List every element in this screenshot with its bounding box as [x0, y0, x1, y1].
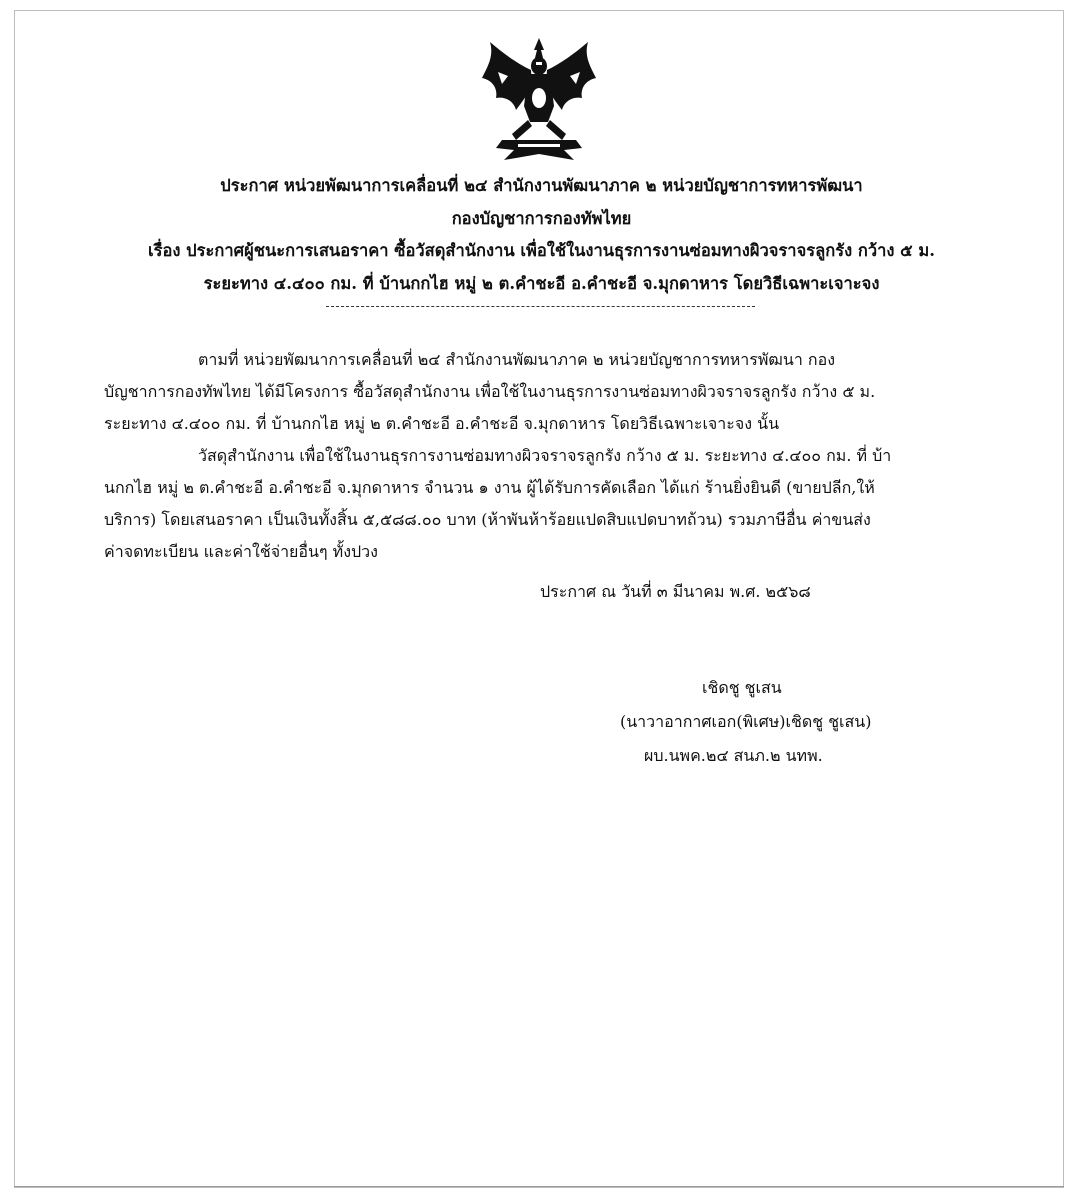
body-paragraph-2-line-3: บริการ) โดยเสนอราคา เป็นเงินทั้งสิ้น ๕,๕๘๘.๐๐ บาท (ห้าพันห้าร้อยแปดสิบแปดบาทถ้วน) รวมภาษีอื่น ค่าขนส่ง [104, 510, 871, 529]
body-paragraph-1-line-2: บัญชาการกองทัพไทย ได้มีโครงการ ซื้อวัสดุสำนักงาน เพื่อใช้ในงานธุรการงานซ่อมทางผิวจราจรลูกรัง กว้าง ๕ ม. [104, 382, 876, 401]
signer-signature-name: เชิดชู ชูเสน [702, 678, 782, 697]
announcement-date: ประกาศ ณ วันที่ ๓ มีนาคม พ.ศ. ๒๕๖๘ [540, 582, 811, 601]
signer-full-name: (นาวาอากาศเอก(พิเศษ)เชิดชู ชูเสน) [620, 712, 872, 731]
body-paragraph-1-line-3: ระยะทาง ๔.๔๐๐ กม. ที่ บ้านกกไฮ หมู่ ๒ ต.คำชะอี อ.คำชะอี จ.มุกดาหาร โดยวิธีเฉพาะเจาะจง นั้น [104, 414, 780, 433]
signer-position: ผบ.นพค.๒๔ สนภ.๒ นทพ. [644, 746, 823, 765]
body-paragraph-1-line-1: ตามที่ หน่วยพัฒนาการเคลื่อนที่ ๒๔ สำนักงานพัฒนาภาค ๒ หน่วยบัญชาการทหารพัฒนา กอง [198, 350, 835, 369]
body-paragraph-2-line-1: วัสดุสำนักงาน เพื่อใช้ในงานธุรการงานซ่อมทางผิวจราจรลูกรัง กว้าง ๕ ม. ระยะทาง ๔.๔๐๐ กม. ที่ บ้า [198, 446, 892, 465]
garuda-emblem-icon [478, 36, 600, 162]
heading-line-2: กองบัญชาการกองทัพไทย [451, 208, 632, 228]
announcement-heading [120, 170, 963, 300]
body-paragraph-2-line-4: ค่าจดทะเบียน และค่าใช้จ่ายอื่นๆ ทั้งปวง [104, 542, 378, 561]
heading-divider [326, 306, 755, 307]
bottom-border-line [14, 1186, 1064, 1187]
body-paragraph-2-line-2: นกกไฮ หมู่ ๒ ต.คำชะอี อ.คำชะอี จ.มุกดาหาร จำนวน ๑ งาน ผู้ได้รับการคัดเลือก ได้แก่ ร้านยิ่งยินดี (ขายปลีก,ให้ [104, 478, 875, 497]
heading-line-3: เรื่อง ประกาศผู้ชนะการเสนอราคา ซื้อวัสดุสำนักงาน เพื่อใช้ในงานธุรการงานซ่อมทางผิวจราจรลูกรัง กว้าง ๕ ม. [147, 241, 936, 260]
heading-line-4: ระยะทาง ๔.๔๐๐ กม. ที่ บ้านกกไฮ หมู่ ๒ ต.คำชะอี อ.คำชะอี จ.มุกดาหาร โดยวิธีเฉพาะเจาะจง [203, 273, 880, 293]
heading-line-1: ประกาศ หน่วยพัฒนาการเคลื่อนที่ ๒๔ สำนักงานพัฒนาภาค ๒ หน่วยบัญชาการทหารพัฒนา [220, 176, 863, 195]
